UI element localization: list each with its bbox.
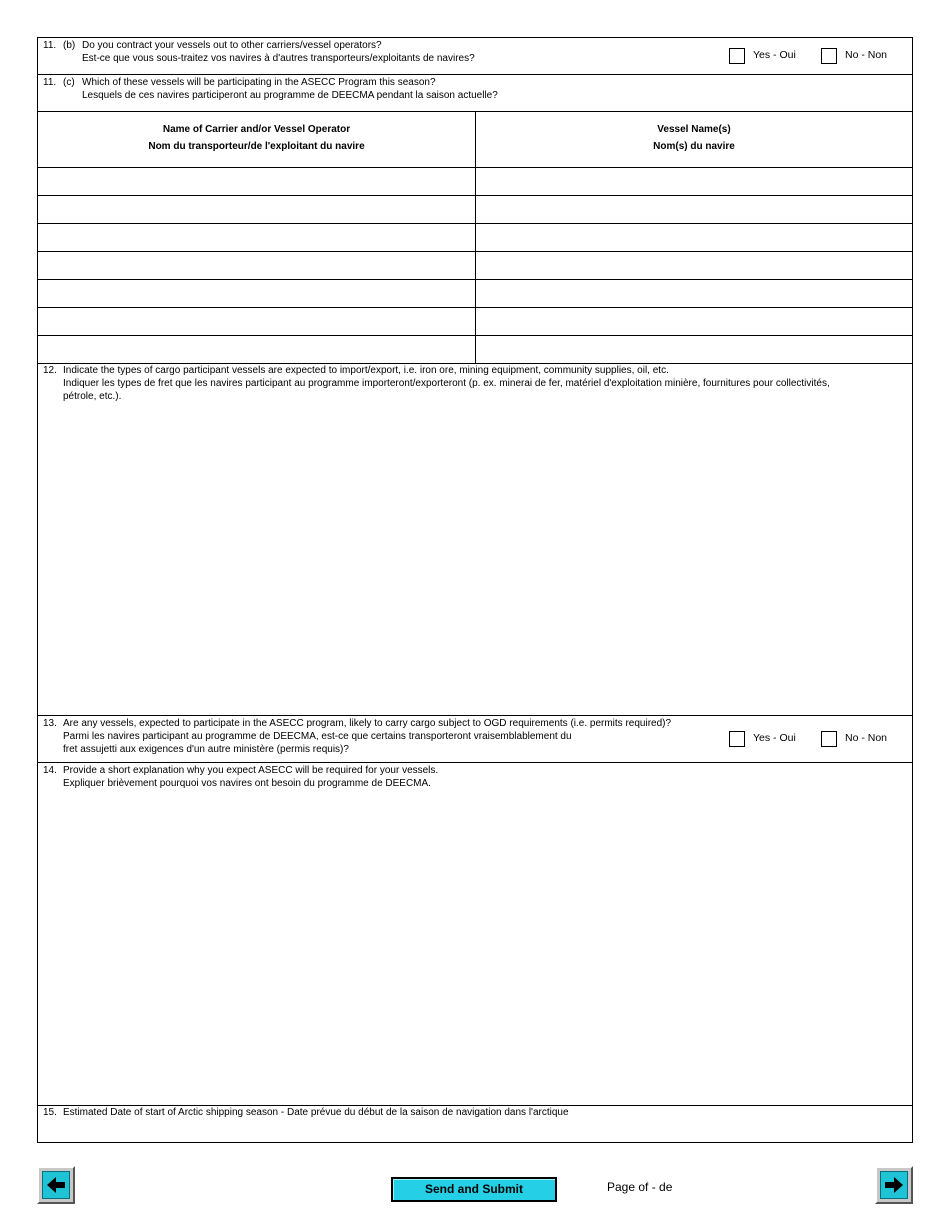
q14-text-fr: Expliquer brièvement pourquoi vos navires ont besoin du programme de DEECMA. — [63, 778, 431, 789]
q11b-text-fr: Est-ce que vous sous-traitez vos navires à d'autres transporteurs/exploitants de navires? — [82, 53, 475, 64]
vessel-cell-3[interactable] — [476, 224, 912, 251]
send-and-submit-button[interactable]: Send and Submit — [391, 1177, 557, 1202]
q11b-yes-checkbox[interactable] — [729, 48, 745, 64]
q14-text-en: Provide a short explanation why you expect ASECC will be required for your vessels. — [63, 765, 439, 776]
q11b-question — [43, 39, 703, 65]
next-button-face — [880, 1171, 908, 1199]
q11c-text-en: Which of these vessels will be participating in the ASECC Program this season? — [82, 77, 436, 88]
next-page-button[interactable] — [875, 1166, 913, 1204]
vessel-header-fr: Nom(s) du navire — [653, 141, 735, 152]
q13-text-fr-cont: fret assujetti aux exigences d'un autre ministère (permis requis)? — [63, 744, 349, 755]
carrier-cell-4[interactable] — [38, 252, 475, 279]
q11c-text-fr: Lesquels de ces navires participeront au programme de DEECMA pendant la saison actuelle? — [82, 90, 498, 101]
q13-question — [43, 717, 743, 756]
prev-button-face — [42, 1171, 70, 1199]
vessel-table-header-carrier — [38, 121, 475, 155]
q12-question — [43, 364, 908, 403]
page-indicator: Page of - de — [607, 1180, 673, 1194]
vessel-cell-5[interactable] — [476, 280, 912, 307]
carrier-header-en: Name of Carrier and/or Vessel Operator — [162, 124, 351, 135]
q12-number: 12. — [43, 365, 57, 376]
vessel-cell-2[interactable] — [476, 196, 912, 223]
vessel-cell-7[interactable] — [476, 336, 912, 363]
q13-text-en: Are any vessels, expected to participate in the ASECC program, likely to carry cargo subject to OGD requirements (i.e. permits required)? — [63, 718, 672, 729]
q13-no-label: No - Non — [845, 732, 888, 744]
carrier-cell-5[interactable] — [38, 280, 475, 307]
q15-date-field[interactable] — [39, 1121, 911, 1141]
q11c-question — [43, 76, 743, 102]
carrier-cell-1[interactable] — [38, 168, 475, 195]
carrier-cell-3[interactable] — [38, 224, 475, 251]
vessel-cell-1[interactable] — [476, 168, 912, 195]
q14-question — [43, 764, 743, 790]
q14-answer-field[interactable] — [39, 792, 911, 1104]
previous-page-button[interactable] — [37, 1166, 75, 1204]
q15-number: 15. — [43, 1107, 57, 1118]
q13-no-checkbox[interactable] — [821, 731, 837, 747]
carrier-cell-7[interactable] — [38, 336, 475, 363]
q11b-no-label: No - Non — [845, 49, 888, 61]
carrier-cell-2[interactable] — [38, 196, 475, 223]
vessel-header-en: Vessel Name(s) — [657, 124, 731, 135]
q12-text-en: Indicate the types of cargo participant vessels are expected to import/export, i.e. iron ore, mining equipment, community supplies, oil, etc. — [63, 365, 669, 376]
vessel-cell-6[interactable] — [476, 308, 912, 335]
arrow-left-icon — [45, 1174, 67, 1196]
vessel-table-header-vessel — [476, 121, 912, 155]
q14-number: 14. — [43, 765, 57, 776]
carrier-cell-6[interactable] — [38, 308, 475, 335]
q15-text: Estimated Date of start of Arctic shipping season - Date prévue du début de la saison de navigation dans l'arctique — [63, 1107, 569, 1118]
q11b-part: (b) — [63, 40, 76, 51]
q12-text-fr: Indiquer les types de fret que les navires participant au programme importeront/exporteront (p. ex. minerai de fer, matériel d'exploitation minière, fournitures pour collectivités, — [63, 378, 830, 389]
q11c-number: 11. — [43, 77, 57, 88]
q11b-no-checkbox[interactable] — [821, 48, 837, 64]
q13-yes-checkbox[interactable] — [729, 731, 745, 747]
q13-number: 13. — [43, 718, 57, 729]
arrow-right-icon — [883, 1174, 905, 1196]
q15-question — [43, 1106, 903, 1119]
q11b-yes-label: Yes - Oui — [753, 49, 796, 61]
q12-text-fr-cont: pétrole, etc.). — [63, 391, 122, 402]
carrier-header-fr: Nom du transporteur/de l'exploitant du navire — [148, 141, 365, 152]
q12-answer-field[interactable] — [39, 404, 911, 714]
q11b-text-en: Do you contract your vessels out to other carriers/vessel operators? — [82, 40, 382, 51]
q11c-part: (c) — [63, 77, 75, 88]
q13-yes-label: Yes - Oui — [753, 732, 796, 744]
q13-text-fr: Parmi les navires participant au programme de DEECMA, est-ce que certains transporteront vraisemblablement du — [63, 731, 572, 742]
vessel-cell-4[interactable] — [476, 252, 912, 279]
q11b-number: 11. — [43, 40, 57, 51]
